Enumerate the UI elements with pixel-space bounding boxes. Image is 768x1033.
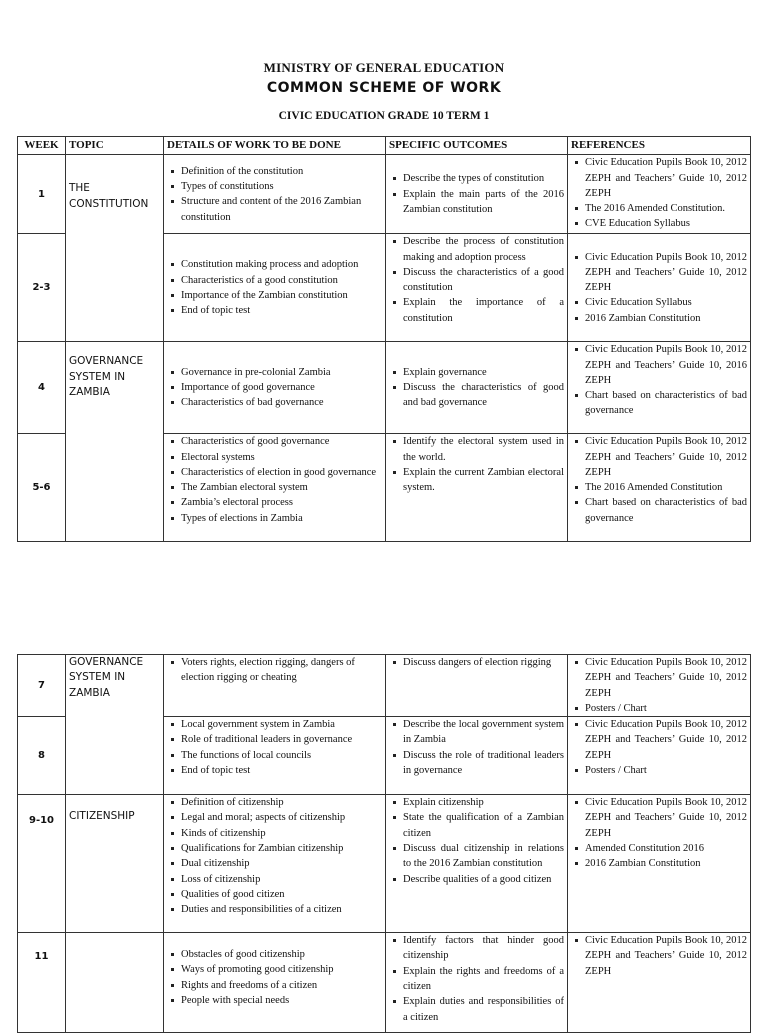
references-cell <box>568 434 751 542</box>
list-item: The 2016 Amended Constitution. <box>571 201 747 216</box>
week-cell: 4 <box>18 342 66 434</box>
week-cell: 11 <box>18 933 66 1033</box>
list-item: Qualities of good citizen <box>167 887 382 902</box>
topic-cell <box>66 933 164 1033</box>
list-item: Describe qualities of a good citizen <box>389 872 564 887</box>
scheme-table-part-1 <box>17 136 751 542</box>
ministry-heading: MINISTRY OF GENERAL EDUCATION <box>263 60 505 75</box>
list-item: Types of elections in Zambia <box>167 511 382 526</box>
list-item: Civic Education Pupils Book 10, 2012 ZEPH and Teachers’ Guide 10, 2012 ZEPH <box>571 655 747 701</box>
list-item: Describe the types of constitution <box>389 171 564 186</box>
list-item: Obstacles of good citizenship <box>167 947 382 962</box>
bullet-list <box>571 155 747 231</box>
week-cell: 2-3 <box>18 234 66 342</box>
references-cell <box>568 342 751 434</box>
list-item: Explain the current Zambian electoral system. <box>389 465 564 496</box>
list-item: Posters / Chart <box>571 763 747 778</box>
list-item: Posters / Chart <box>571 701 747 716</box>
details-cell <box>164 655 386 717</box>
list-item: Discuss the characteristics of a good constitution <box>389 265 564 296</box>
table-row <box>18 795 751 933</box>
bullet-list <box>167 164 382 225</box>
col-header-outcomes: SPECIFIC OUTCOMES <box>386 137 568 155</box>
details-cell <box>164 933 386 1033</box>
list-item: Civic Education Pupils Book 10, 2012 ZEPH and Teachers’ Guide 10, 2012 ZEPH <box>571 155 747 201</box>
list-item: End of topic test <box>167 303 382 318</box>
outcomes-cell <box>386 795 568 933</box>
list-item: Civic Education Pupils Book 10, 2012 ZEPH and Teachers’ Guide 10, 2012 ZEPH <box>571 933 747 979</box>
references-cell <box>568 933 751 1033</box>
table-row <box>18 155 751 234</box>
list-item: The Zambian electoral system <box>167 480 382 495</box>
bullet-list <box>167 434 382 526</box>
list-item: Civic Education Pupils Book 10, 2012 ZEPH and Teachers’ Guide 10, 2016 ZEPH <box>571 342 747 388</box>
list-item: Role of traditional leaders in governance <box>167 732 382 747</box>
topic-cell: GOVERNANCE SYSTEM IN ZAMBIA <box>66 342 164 542</box>
list-item: Amended Constitution 2016 <box>571 841 747 856</box>
list-item: Qualifications for Zambian citizenship <box>167 841 382 856</box>
outcomes-cell <box>386 717 568 795</box>
list-item: Local government system in Zambia <box>167 717 382 732</box>
list-item: Civic Education Pupils Book 10, 2012 ZEPH and Teachers’ Guide 10, 2012 ZEPH <box>571 717 747 763</box>
references-cell <box>568 795 751 933</box>
bullet-list <box>389 717 564 778</box>
list-item: Dual citizenship <box>167 856 382 871</box>
list-item: Describe the local government system in Zambia <box>389 717 564 748</box>
details-cell <box>164 342 386 434</box>
bullet-list <box>389 655 564 670</box>
week-cell: 8 <box>18 717 66 795</box>
list-item: Kinds of citizenship <box>167 826 382 841</box>
list-item: Explain duties and responsibilities of a citizen <box>389 994 564 1025</box>
week-cell: 1 <box>18 155 66 234</box>
list-item: Zambia’s electoral process <box>167 495 382 510</box>
details-cell <box>164 795 386 933</box>
list-item: Rights and freedoms of a citizen <box>167 978 382 993</box>
list-item: Legal and moral; aspects of citizenship <box>167 810 382 825</box>
list-item: Duties and responsibilities of a citizen <box>167 902 382 917</box>
bullet-list <box>389 933 564 1025</box>
bullet-list <box>571 250 747 326</box>
list-item: Discuss dangers of election rigging <box>389 655 564 670</box>
list-item: 2016 Zambian Constitution <box>571 311 747 326</box>
bullet-list <box>167 365 382 411</box>
list-item: Definition of citizenship <box>167 795 382 810</box>
list-item: Explain citizenship <box>389 795 564 810</box>
bullet-list <box>389 171 564 217</box>
list-item: Characteristics of election in good governance <box>167 465 382 480</box>
bullet-list <box>167 947 382 1008</box>
list-item: The functions of local councils <box>167 748 382 763</box>
list-item: Discuss the role of traditional leaders in governance <box>389 748 564 779</box>
list-item: Chart based on characteristics of bad governance <box>571 495 747 526</box>
list-item: CVE Education Syllabus <box>571 216 747 231</box>
list-item: The 2016 Amended Constitution <box>571 480 747 495</box>
bullet-list <box>167 795 382 917</box>
list-item: Discuss dual citizenship in relations to the 2016 Zambian constitution <box>389 841 564 872</box>
scheme-title: COMMON SCHEME OF WORK <box>266 80 502 96</box>
list-item: Characteristics of bad governance <box>167 395 382 410</box>
week-cell: 7 <box>18 655 66 717</box>
list-item: People with special needs <box>167 993 382 1008</box>
list-item: Identify the electoral system used in the world. <box>389 434 564 465</box>
bullet-list <box>389 234 564 326</box>
references-cell <box>568 717 751 795</box>
bullet-list <box>389 365 564 411</box>
bullet-list <box>571 795 747 871</box>
outcomes-cell <box>386 234 568 342</box>
list-item: 2016 Zambian Constitution <box>571 856 747 871</box>
list-item: Voters rights, election rigging, dangers of election rigging or cheating <box>167 655 382 686</box>
list-item: Importance of good governance <box>167 380 382 395</box>
details-cell <box>164 434 386 542</box>
references-cell <box>568 655 751 717</box>
list-item: Constitution making process and adoption <box>167 257 382 272</box>
outcomes-cell <box>386 342 568 434</box>
list-item: Civic Education Pupils Book 10, 2012 ZEPH and Teachers’ Guide 10, 2012 ZEPH <box>571 795 747 841</box>
details-cell <box>164 234 386 342</box>
list-item: Civic Education Pupils Book 10, 2012 ZEPH and Teachers’ Guide 10, 2012 ZEPH <box>571 434 747 480</box>
topic-cell: THE CONSTITUTION <box>66 155 164 342</box>
bullet-list <box>571 342 747 418</box>
col-header-week: WEEK <box>18 137 66 155</box>
details-cell <box>164 717 386 795</box>
bullet-list <box>571 655 747 716</box>
list-item: Importance of the Zambian constitution <box>167 288 382 303</box>
scheme-table-part-2 <box>17 654 751 1033</box>
week-cell: 9-10 <box>18 795 66 933</box>
list-item: Characteristics of good governance <box>167 434 382 449</box>
list-item: End of topic test <box>167 763 382 778</box>
topic-cell: CITIZENSHIP <box>66 795 164 933</box>
outcomes-cell <box>386 155 568 234</box>
outcomes-cell <box>386 933 568 1033</box>
details-cell <box>164 155 386 234</box>
bullet-list <box>389 434 564 495</box>
outcomes-cell <box>386 655 568 717</box>
table-row <box>18 933 751 1033</box>
list-item: Characteristics of a good constitution <box>167 273 382 288</box>
list-item: Definition of the constitution <box>167 164 382 179</box>
bullet-list <box>167 717 382 778</box>
list-item: Civic Education Syllabus <box>571 295 747 310</box>
list-item: Civic Education Pupils Book 10, 2012 ZEPH and Teachers’ Guide 10, 2012 ZEPH <box>571 250 747 296</box>
list-item: Identify factors that hinder good citizenship <box>389 933 564 964</box>
bullet-list <box>167 257 382 318</box>
list-item: Explain the main parts of the 2016 Zambian constitution <box>389 187 564 218</box>
list-item: Governance in pre-colonial Zambia <box>167 365 382 380</box>
list-item: Structure and content of the 2016 Zambian constitution <box>167 194 382 225</box>
col-header-topic: TOPIC <box>66 137 164 155</box>
col-header-details: DETAILS OF WORK TO BE DONE <box>164 137 386 155</box>
bullet-list <box>571 434 747 526</box>
list-item: Types of constitutions <box>167 179 382 194</box>
list-item: Chart based on characteristics of bad governance <box>571 388 747 419</box>
table-row <box>18 342 751 434</box>
bullet-list <box>167 655 382 686</box>
list-item: Describe the process of constitution making and adoption process <box>389 234 564 265</box>
week-cell: 5-6 <box>18 434 66 542</box>
bullet-list <box>571 717 747 778</box>
list-item: Explain governance <box>389 365 564 380</box>
list-item: State the qualification of a Zambian citizen <box>389 810 564 841</box>
outcomes-cell <box>386 434 568 542</box>
bullet-list <box>389 795 564 887</box>
list-item: Electoral systems <box>167 450 382 465</box>
topic-cell: GOVERNANCE SYSTEM IN ZAMBIA <box>66 655 164 795</box>
list-item: Discuss the characteristics of good and bad governance <box>389 380 564 411</box>
references-cell <box>568 155 751 234</box>
list-item: Explain the importance of a constitution <box>389 295 564 326</box>
list-item: Ways of promoting good citizenship <box>167 962 382 977</box>
table-row <box>18 655 751 717</box>
subject-subtitle: CIVIC EDUCATION GRADE 10 TERM 1 <box>278 110 490 122</box>
list-item: Loss of citizenship <box>167 872 382 887</box>
col-header-references: REFERENCES <box>568 137 751 155</box>
list-item: Explain the rights and freedoms of a citizen <box>389 964 564 995</box>
bullet-list <box>571 933 747 979</box>
references-cell <box>568 234 751 342</box>
